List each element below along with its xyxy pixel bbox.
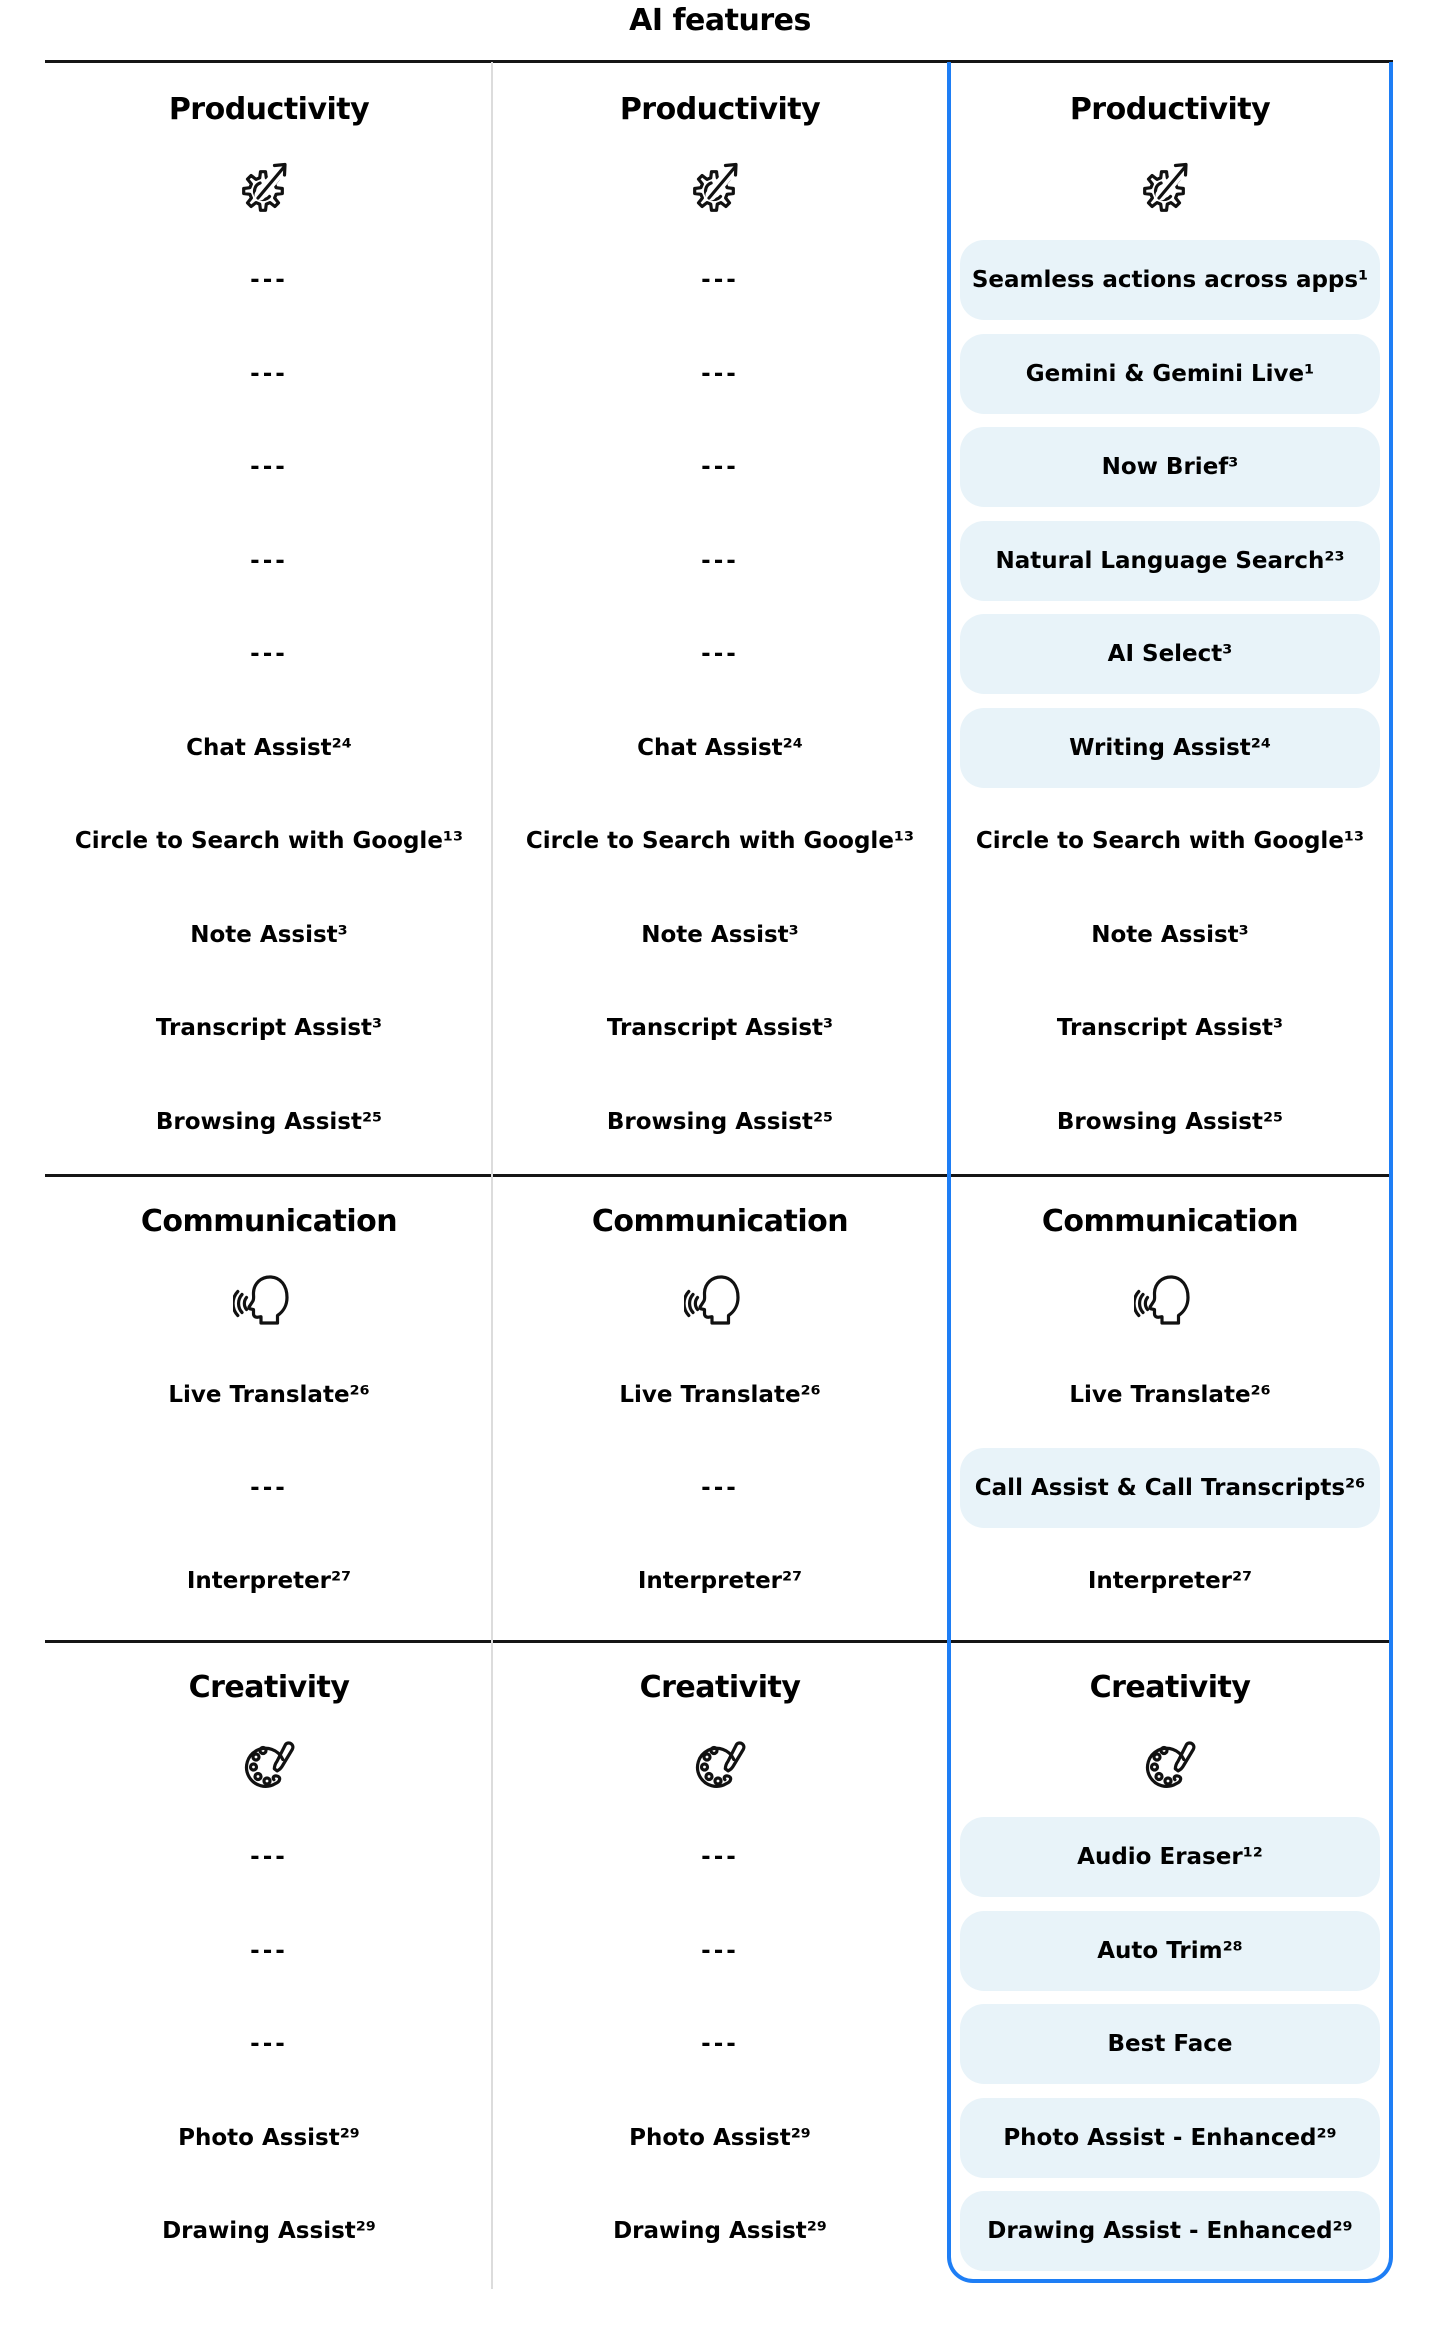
feature-label: Chat Assist²⁴ [186, 734, 352, 761]
feature-cell-highlighted [947, 2190, 1393, 2272]
feature-pill [960, 1911, 1380, 1991]
feature-cell-highlighted [947, 1910, 1393, 1992]
feature-cell [45, 707, 493, 789]
feature-label: Call Assist & Call Transcripts²⁶ [974, 1475, 1366, 1501]
feature-pill [960, 2098, 1380, 2178]
feature-label: Live Translate²⁶ [1069, 1382, 1271, 1408]
feature-label: Circle to Search with Google¹³ [975, 828, 1365, 854]
empty-marker: --- [701, 360, 739, 387]
feature-label: Writing Assist²⁴ [1069, 734, 1271, 761]
feature-label: Now Brief³ [1101, 454, 1239, 480]
feature-cell [947, 894, 1393, 976]
feature-label: Chat Assist²⁴ [637, 734, 803, 761]
feature-cell [493, 239, 947, 321]
feature-cell [493, 2190, 947, 2272]
feature-cell-highlighted [947, 1447, 1393, 1529]
feature-label: Note Assist³ [641, 921, 799, 948]
feature-cell [45, 987, 493, 1069]
feature-cell [493, 1910, 947, 1992]
feature-label: Transcript Assist³ [606, 1015, 834, 1041]
feature-label: Interpreter²⁷ [1087, 1568, 1253, 1594]
section-heading-communication: Communication [591, 1204, 849, 1239]
empty-marker: --- [250, 2031, 288, 2057]
speaking-head-icon [684, 1264, 756, 1336]
feature-label: Note Assist³ [1091, 921, 1249, 948]
feature-cell [45, 894, 493, 976]
feature-pill [960, 2004, 1380, 2084]
feature-cell [493, 1540, 947, 1622]
gear-growth-icon [233, 149, 305, 221]
feature-pill [960, 334, 1380, 414]
feature-cell [45, 800, 493, 882]
feature-cell [493, 894, 947, 976]
section-heading-communication: Communication [140, 1204, 398, 1239]
feature-cell [45, 2190, 493, 2272]
feature-label: Circle to Search with Google¹³ [525, 828, 915, 854]
feature-label: Best Face [1107, 2031, 1233, 2057]
feature-label: Photo Assist²⁹ [178, 2124, 360, 2151]
empty-marker: --- [250, 641, 288, 667]
feature-pill [960, 614, 1380, 694]
feature-label: Natural Language Search²³ [995, 547, 1345, 574]
empty-marker: --- [701, 641, 739, 667]
feature-cell [493, 987, 947, 1069]
feature-cell-highlighted [947, 333, 1393, 415]
speaking-head-icon [1134, 1264, 1206, 1336]
feature-label: Auto Trim²⁸ [1097, 1937, 1243, 1964]
feature-label: Transcript Assist³ [1056, 1015, 1284, 1041]
feature-pill [960, 2191, 1380, 2271]
feature-cell [45, 1081, 493, 1163]
feature-cell [493, 426, 947, 508]
feature-label: Drawing Assist - Enhanced²⁹ [987, 2218, 1353, 2244]
feature-cell [493, 1816, 947, 1898]
feature-label: Drawing Assist²⁹ [613, 2218, 827, 2244]
feature-cell [493, 1354, 947, 1436]
feature-label: Seamless actions across apps¹ [971, 267, 1369, 293]
feature-cell [45, 613, 493, 695]
feature-cell [493, 1447, 947, 1529]
feature-cell [493, 333, 947, 415]
feature-label: Audio Eraser¹² [1077, 1844, 1263, 1870]
feature-cell [947, 1354, 1393, 1436]
feature-cell [45, 239, 493, 321]
feature-label: Drawing Assist²⁹ [162, 2218, 376, 2244]
feature-label: Interpreter²⁷ [637, 1568, 803, 1594]
empty-marker: --- [701, 547, 739, 574]
feature-pill [960, 427, 1380, 507]
feature-pill [960, 1448, 1380, 1528]
section-heading-productivity: Productivity [1069, 92, 1271, 127]
section-heading-creativity: Creativity [1089, 1670, 1251, 1705]
feature-label: Interpreter²⁷ [186, 1568, 352, 1594]
empty-marker: --- [701, 1937, 739, 1964]
feature-cell [45, 2003, 493, 2085]
feature-label: Browsing Assist²⁵ [606, 1108, 834, 1135]
feature-label: Browsing Assist²⁵ [1056, 1108, 1284, 1135]
empty-marker: --- [701, 1844, 739, 1870]
page-title: AI features [629, 3, 811, 38]
empty-marker: --- [701, 1475, 739, 1501]
feature-cell [45, 1816, 493, 1898]
feature-cell [947, 1081, 1393, 1163]
feature-cell [45, 2097, 493, 2179]
section-heading-creativity: Creativity [639, 1670, 801, 1705]
feature-cell-highlighted [947, 2097, 1393, 2179]
gear-growth-icon [1134, 149, 1206, 221]
feature-label: Browsing Assist²⁵ [155, 1108, 383, 1135]
feature-cell-highlighted [947, 520, 1393, 602]
feature-cell [947, 1540, 1393, 1622]
palette-brush-icon [1134, 1727, 1206, 1799]
feature-cell-highlighted [947, 2003, 1393, 2085]
empty-marker: --- [250, 1475, 288, 1501]
feature-cell [947, 987, 1393, 1069]
palette-brush-icon [233, 1727, 305, 1799]
feature-label: AI Select³ [1107, 641, 1233, 667]
feature-label: Gemini & Gemini Live¹ [1025, 360, 1315, 387]
feature-cell [45, 426, 493, 508]
feature-label: Live Translate²⁶ [619, 1382, 821, 1408]
feature-cell [45, 1910, 493, 1992]
feature-cell [45, 1447, 493, 1529]
section-heading-productivity: Productivity [619, 92, 821, 127]
feature-cell [45, 333, 493, 415]
palette-brush-icon [684, 1727, 756, 1799]
feature-label: Note Assist³ [190, 921, 348, 948]
feature-cell [947, 800, 1393, 882]
feature-cell-highlighted [947, 239, 1393, 321]
feature-cell [493, 613, 947, 695]
feature-cell [493, 1081, 947, 1163]
feature-label: Transcript Assist³ [155, 1015, 383, 1041]
speaking-head-icon [233, 1264, 305, 1336]
empty-marker: --- [250, 267, 288, 293]
feature-label: Photo Assist²⁹ [629, 2124, 811, 2151]
feature-pill [960, 521, 1380, 601]
feature-cell [45, 520, 493, 602]
empty-marker: --- [701, 267, 739, 293]
feature-cell [45, 1540, 493, 1622]
feature-cell [493, 2003, 947, 2085]
empty-marker: --- [250, 1844, 288, 1870]
empty-marker: --- [250, 547, 288, 574]
gear-growth-icon [684, 149, 756, 221]
feature-label: Photo Assist - Enhanced²⁹ [1003, 2124, 1337, 2151]
feature-pill [960, 240, 1380, 320]
feature-pill [960, 708, 1380, 788]
feature-cell-highlighted [947, 707, 1393, 789]
empty-marker: --- [701, 454, 739, 480]
feature-cell-highlighted [947, 1816, 1393, 1898]
feature-pill [960, 1817, 1380, 1897]
empty-marker: --- [250, 360, 288, 387]
feature-cell-highlighted [947, 426, 1393, 508]
feature-cell [493, 2097, 947, 2179]
feature-cell [493, 800, 947, 882]
empty-marker: --- [701, 2031, 739, 2057]
feature-label: Live Translate²⁶ [168, 1382, 370, 1408]
feature-cell [493, 707, 947, 789]
feature-cell [45, 1354, 493, 1436]
empty-marker: --- [250, 454, 288, 480]
feature-label: Circle to Search with Google¹³ [74, 828, 464, 854]
section-heading-creativity: Creativity [188, 1670, 350, 1705]
section-heading-productivity: Productivity [168, 92, 370, 127]
section-heading-communication: Communication [1041, 1204, 1299, 1239]
empty-marker: --- [250, 1937, 288, 1964]
feature-cell [493, 520, 947, 602]
feature-cell-highlighted [947, 613, 1393, 695]
